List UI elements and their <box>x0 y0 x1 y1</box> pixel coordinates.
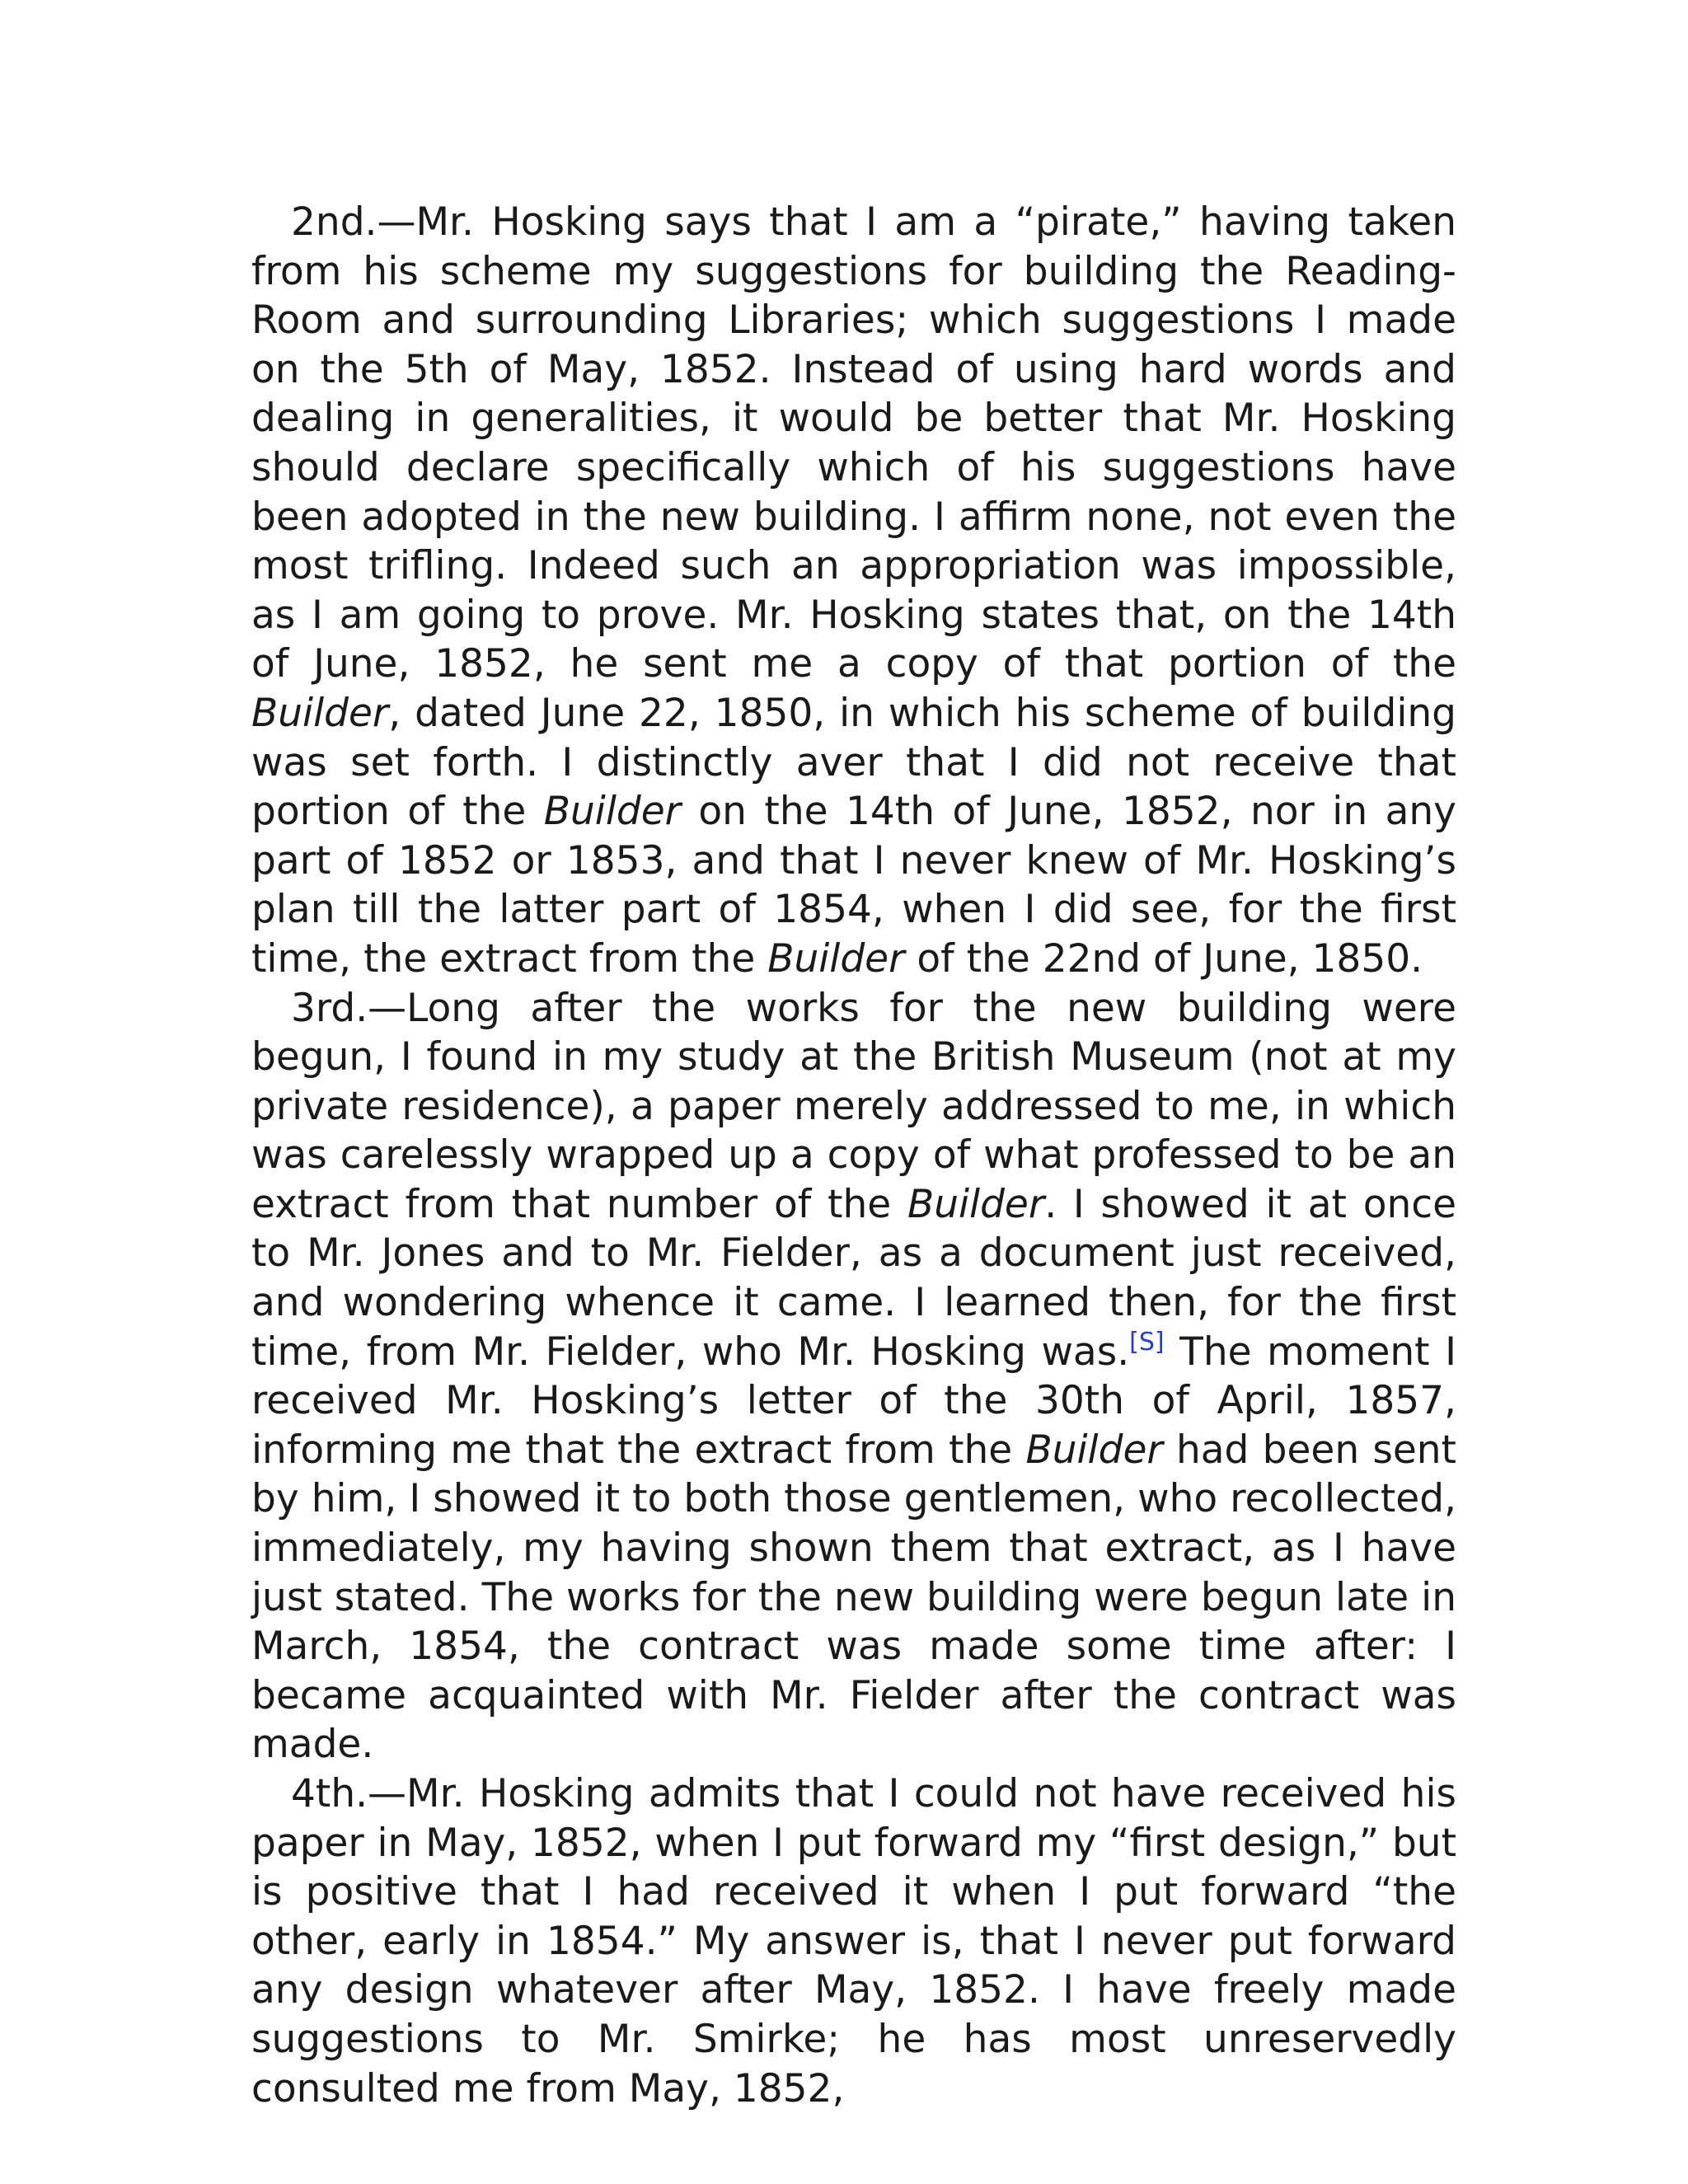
paragraph-3rd <box>251 984 1456 1770</box>
paragraph-text: 3rd.—Long after the works for the new building were begun, I found in my study at the British Museum (not at my private residence), a paper merely addressed to me, in which was carelessly wrapped up a copy of what professed to be an extract from that number of the <box>251 985 1456 1227</box>
document-page <box>251 198 1456 2113</box>
paragraph-text: The moment I received Mr. Hosking’s letter of the 30th of April, 1857, informing me that the extract from the <box>251 1329 1456 1473</box>
paragraph-text: of the 22nd of June, 1850. <box>904 935 1423 982</box>
paragraph-2nd <box>251 198 1456 984</box>
paragraph-text: on the 14th of June, 1852, nor in any part of 1852 or 1853, and that I never knew of Mr. Hosking’s plan till the latter part of 1854, when I did see, for the first time, the extract from the <box>251 789 1456 982</box>
paragraph-4th <box>251 1769 1456 2113</box>
builder-title: Builder <box>543 789 681 835</box>
paragraph-text: 2nd.—Mr. Hosking says that I am a “pirate,” having taken from his scheme my suggestions for building the Reading-Room and surrounding Libraries; which suggestions I made on the 5th of May, 1852. Instead of using hard words and dealing in generalities, it would be better that Mr. Hosking should declare specifically which of his suggestions have been adopted in the new building. I affirm none, not even the most trifling. Indeed such an appropriation was impossible, as I am going to prove. Mr. Hosking states that, on the 14th of June, 1852, he sent me a copy of that portion of the <box>251 199 1456 687</box>
paragraph-text: , dated June 22, 1850, in which his scheme of building was set forth. I distinctly aver that I did not receive that portion of the <box>251 690 1456 835</box>
footnote-link[interactable]: [S] <box>1129 1327 1165 1357</box>
paragraph-text: had been sent by him, I showed it to both those gentlemen, who recollected, immediately, my having shown them that extract, as I have just stated. The works for the new building were begun late in March, 1854, the contract was made some time after: I became acquainted with Mr. Fielder after the contract was made. <box>251 1427 1456 1768</box>
builder-title: Builder <box>907 1181 1045 1227</box>
builder-title: Builder <box>251 690 389 736</box>
builder-title: Builder <box>1025 1427 1163 1473</box>
paragraph-text: 4th.—Mr. Hosking admits that I could not have received his paper in May, 1852, when I put forward my “first design,” but is positive that I had received it when I put forward “the other, early in 1854.” My answer is, that I never put forward any design whatever after May, 1852. I have freely made suggestions to Mr. Smirke; he has most unreservedly consulted me from May, 1852, <box>251 1771 1456 2111</box>
builder-title: Builder <box>767 935 905 982</box>
paragraph-text: . I showed it at once to Mr. Jones and to Mr. Fielder, as a document just received, and wondering whence it came. I learned then, for the first time, from Mr. Fielder, who Mr. Hosking was. <box>251 1181 1456 1375</box>
